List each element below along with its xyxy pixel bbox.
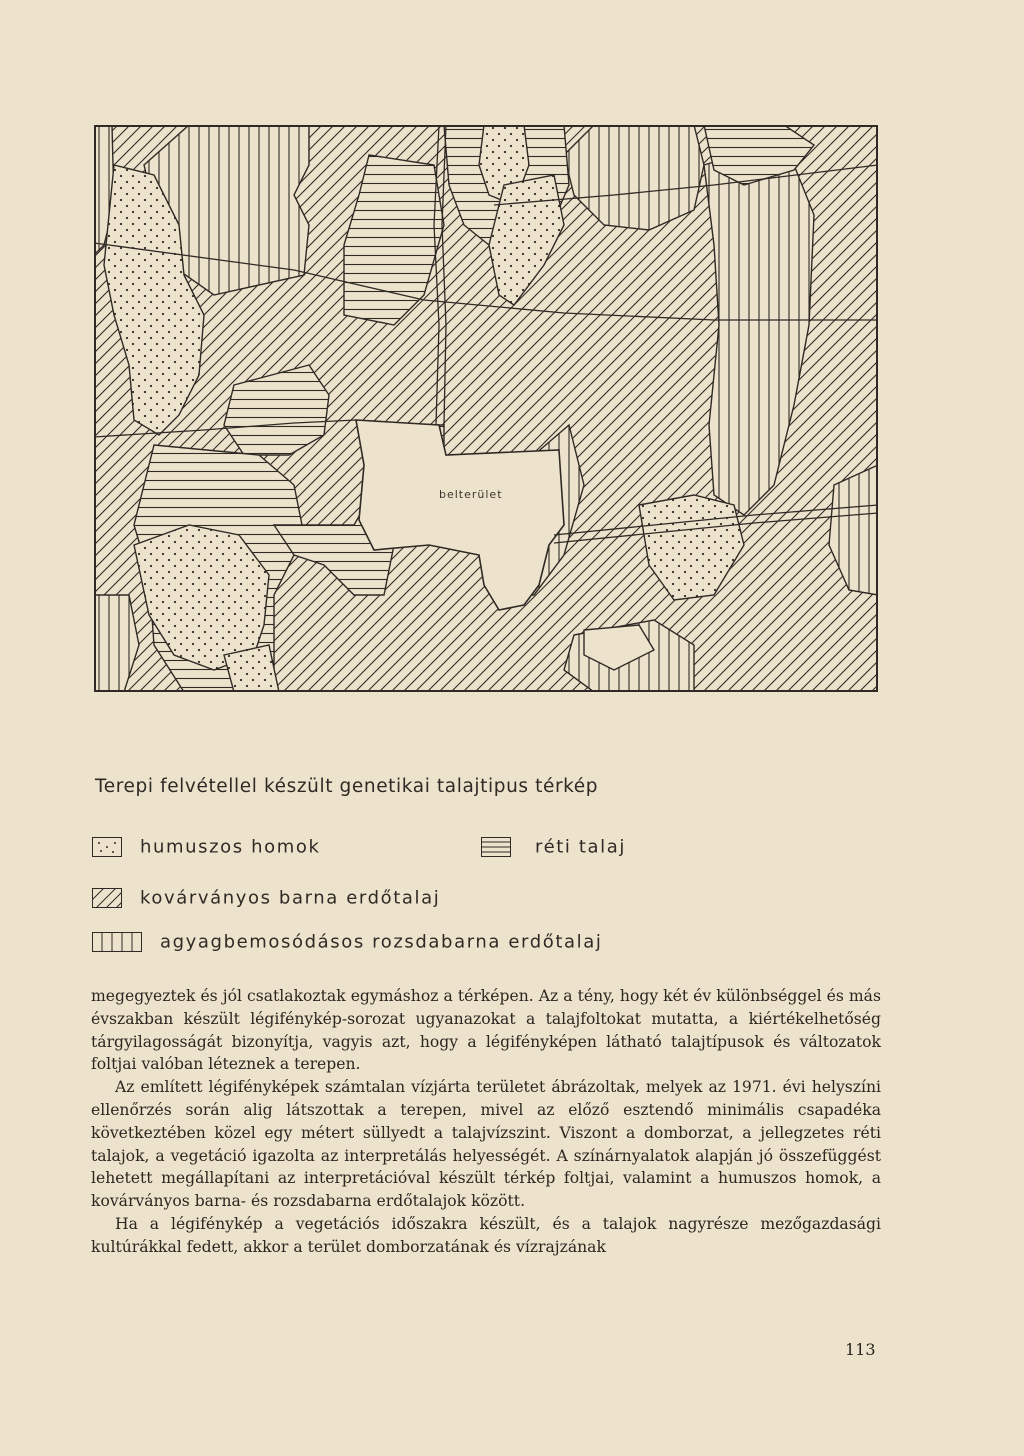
paragraph-2: Az említett légifényképek számtalan vízjárta területet ábrázoltak, melyek az 1971. évi helyszíni ellenőrzés során alig látszottak a terepen, mivel az előző esztendő minimális csapadéka következtében közel egy métert süllyedt a talajvízszint. Viszont a domborzat, a jellegzetes réti talajok, a vegetáció igazolta az interpretálás helyességét. A színárnyalatok alapján jó összefüggést lehetett megállapítani az interpretációval készült térkép foltjai, valamint a humuszos homok, a kovárványos barna- és rozsdabarna erdőtalajok között. xyxy=(91,1078,881,1211)
legend-humus-sand-label: humuszos homok xyxy=(140,836,321,858)
meadow-soil-swatch-icon xyxy=(481,837,511,857)
built-up-label: belterület xyxy=(439,488,503,501)
humus-sand-swatch-icon xyxy=(92,837,122,857)
legend-rust-forest-label: agyagbemosódásos rozsdabarna erdőtalaj xyxy=(160,931,603,953)
rust-forest-swatch-icon xyxy=(92,932,142,952)
paragraph-3: Ha a légifénykép a vegetációs időszakra készült, és a talajok nagyrésze mezőgazdasági kultúrákkal fedett, akkor a terület domborzatának és vízrajzának xyxy=(91,1214,881,1256)
legend-rust-forest xyxy=(92,931,602,959)
page-number: 113 xyxy=(845,1340,876,1359)
legend-humus-sand xyxy=(92,836,321,864)
legend-brown-forest xyxy=(92,887,440,915)
soil-type-map xyxy=(94,125,878,692)
legend-meadow-soil-label: réti talaj xyxy=(535,836,626,858)
body-text xyxy=(91,985,881,1259)
paragraph-1: megegyeztek és jól csatlakoztak egymáshoz a térképen. Az a tény, hogy két év különbséggel és más évszakban készült légifénykép-sorozat ugyanazokat a talajfoltokat mutatta, a kiértékelhetőség tárgyilagosságát bizonyítja, vagyis azt, hogy a légifényképen látható talajtípusok és változatok foltjai valóban léteznek a terepen. xyxy=(91,987,881,1074)
legend-brown-forest-label: kovárványos barna erdőtalaj xyxy=(140,887,441,909)
legend-meadow-soil xyxy=(481,836,626,864)
map-caption: Terepi felvétellel készült genetikai talajtipus térkép xyxy=(95,776,599,797)
brown-forest-swatch-icon xyxy=(92,888,122,908)
